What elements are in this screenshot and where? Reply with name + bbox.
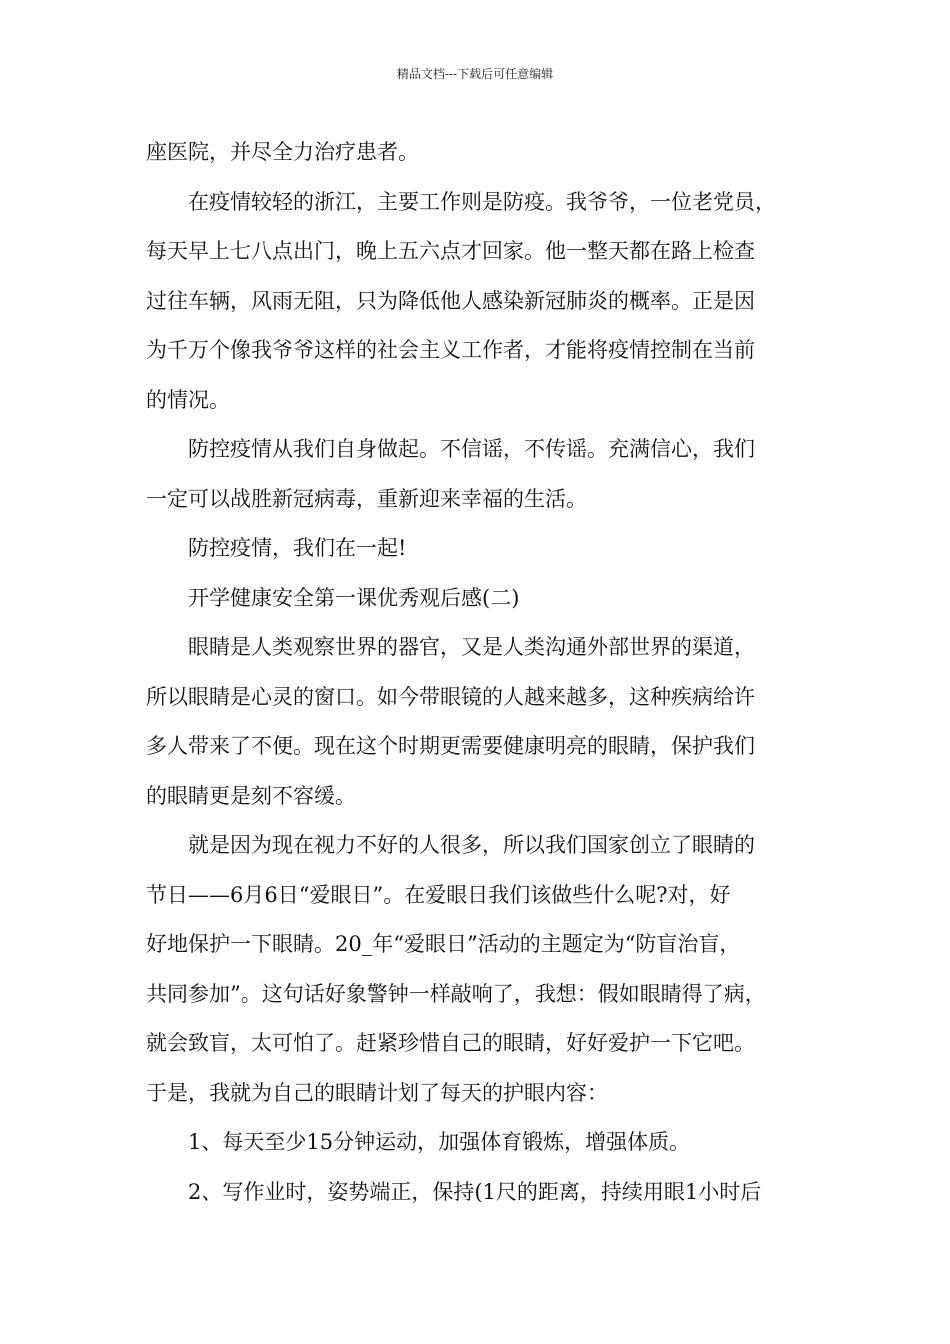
text-line: 所以眼睛是心灵的窗口。如今带眼镜的人越来越多，这种疾病给许 (146, 684, 755, 709)
text-line: 防控疫情从我们自身做起。不信谣，不传谣。充满信心，我们 (188, 437, 755, 461)
text-line: 就是因为现在视力不好的人很多，所以我们国家创立了眼睛的 (188, 833, 755, 857)
text-line: 在疫情较轻的浙江，主要工作则是防疫。我爷爷，一位老党员， (188, 189, 776, 214)
page-header: 精品文档---下载后可任意编辑 (396, 67, 554, 81)
text-line: 座医院，并尽全力治疗患者。 (146, 140, 419, 164)
text-line: 防控疫情，我们在一起! (188, 536, 407, 560)
document-body (146, 128, 811, 1217)
text-line: 一定可以战胜新冠病毒，重新迎来幸福的生活。 (146, 486, 587, 511)
list-item: 1、每天至少15分钟运动，加强体育锻炼，增强体质。 (188, 1130, 691, 1154)
text-line: 的情况。 (146, 387, 230, 412)
text-line: 好地保护一下眼睛。20_年“爱眼日”活动的主题定为“防盲治盲， (146, 932, 741, 956)
text-line: 过往车辆，风雨无阻，只为降低他人感染新冠肺炎的概率。正是因 (146, 288, 755, 313)
text-line: 每天早上七八点出门，晚上五六点才回家。他一整天都在路上检查 (146, 239, 755, 263)
section-heading: 开学健康安全第一课优秀观后感(二) (188, 585, 520, 610)
text-line: 多人带来了不便。现在这个时期更需要健康明亮的眼睛，保护我们 (146, 734, 755, 758)
list-item: 2、写作业时，姿势端正，保持(1尺的距离，持续用眼1小时后 (188, 1179, 762, 1204)
text-line: 节日——6月6日“爱眼日”。在爱眼日我们该做些什么呢?对，好 (146, 882, 731, 907)
text-line: 于是，我就为自己的眼睛计划了每天的护眼内容： (146, 1080, 608, 1105)
text-line: 就会致盲，太可怕了。赶紧珍惜自己的眼睛，好好爱护一下它吧。 (146, 1031, 755, 1055)
text-line: 共同参加”。这句话好象警钟一样敲响了，我想：假如眼睛得了病， (146, 981, 766, 1006)
text-line: 的眼睛更是刻不容缓。 (146, 783, 356, 808)
text-line: 为千万个像我爷爷这样的社会主义工作者，才能将疫情控制在当前 (146, 338, 755, 362)
text-line: 眼睛是人类观察世界的器官，又是人类沟通外部世界的渠道， (188, 635, 755, 659)
